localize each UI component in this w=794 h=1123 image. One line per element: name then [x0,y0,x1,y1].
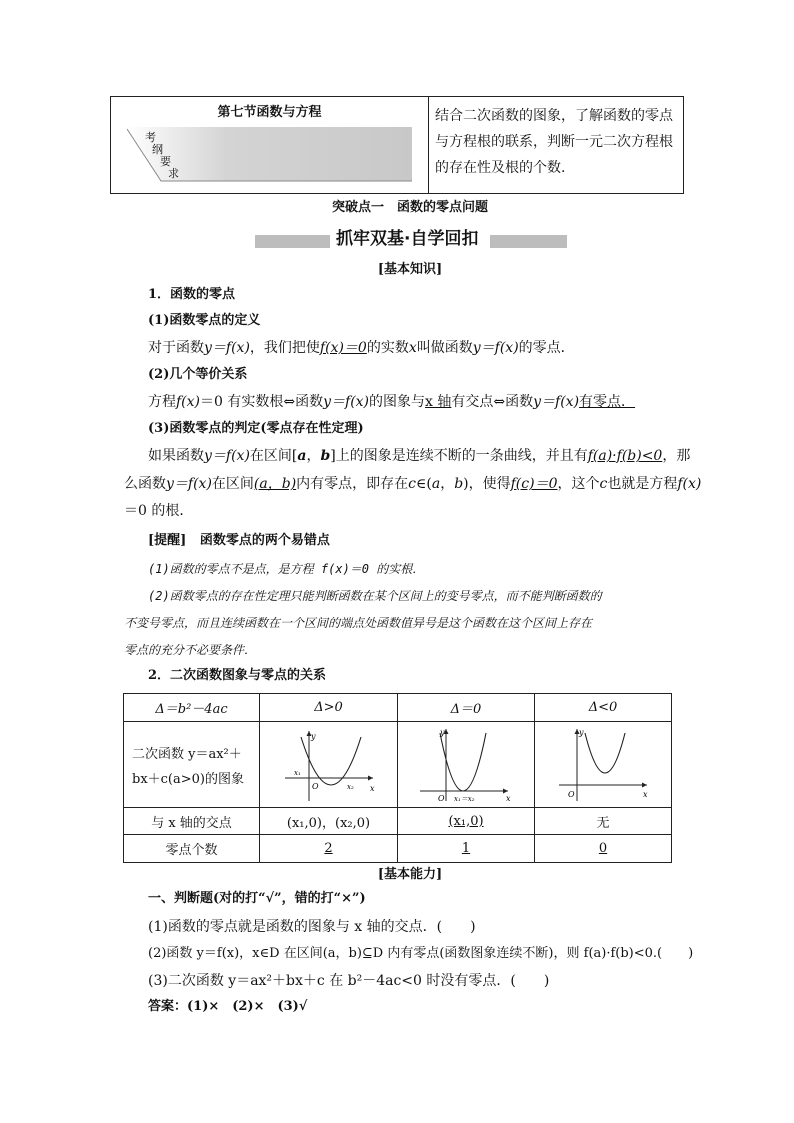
exercise-intro: 一、判断题(对的打“√”，错的打“×”) [148,891,366,906]
outline-char-1: 考 [145,131,156,144]
tip-p2-line3: 零点的充分不必要条件． [124,643,257,657]
origin-label: O [438,793,445,803]
header-box [110,96,684,194]
s1-title: 1．函数的零点 [148,287,236,302]
axis-label-x: x [506,793,511,803]
basic-ability-label: [基本能力] [377,867,443,882]
double-root-label: x₁＝x₂ [454,794,475,803]
graph-cell-zero [398,722,535,808]
section-title: 第七节函数与方程 [217,105,322,120]
exercise-q2: (2)函数 y＝f(x)，x∈D 在区间(a，b)⊆D 内有零点(函数图象连续不断)，则 f(a)·f(b)<0.( ) [148,946,694,961]
graph-cell-negative [535,722,672,808]
requirement-text: 结合二次函数的图象，了解函数的零点与方程根的联系，判断一元二次方程根的存在性及根的个数. [435,108,673,176]
axis-label-y: y [310,731,316,741]
table-row-label: 零点个数 [124,835,260,863]
axis-label-y: y [440,727,445,737]
table-header-cell: Δ<0 [535,694,672,722]
exercise-q1: (1)函数的零点就是函数的图象与 x 轴的交点．( ) [148,919,476,935]
s1-theorem-line1: 如果函数y＝f(x)在区间[a，b]上的图象是连续不断的一条曲线，并且有f(a)·f(b)<0，那 [148,448,691,464]
table-row [124,808,672,835]
graph-cell-positive [260,722,398,808]
root-label-x1: x₁ [293,768,301,777]
axis-label-x: x [369,783,375,793]
table-row-label: 与 x 轴的交点 [124,808,260,835]
s1-sub3: (3)函数零点的判定(零点存在性定理) [148,421,364,436]
origin-label: O [568,789,575,799]
parabola-no-root-graph [553,725,653,805]
s1-theorem-line3: ＝0 的根． [124,503,194,519]
table-cell: (x₁,0) [398,808,535,835]
s1-definition: 对于函数y＝f(x)，我们把使f(x)＝0的实数x叫做函数y＝f(x)的零点． [148,340,575,356]
s1-theorem-line2: 么函数y＝f(x)在区间(a，b)内有零点，即存在c∈(a，b)，使得f(c)＝0，这个c也就是方程f(x) [124,476,702,492]
table-cell: 无 [535,808,672,835]
s1-sub1: (1)函数零点的定义 [148,313,261,328]
table-row-label: 二次函数 y＝ax²＋ bx＋c(a>0)的图象 [124,722,260,808]
table-header-cell: Δ＝b²－4ac [124,694,260,722]
tip-p1: (1)函数的零点不是点，是方程 f(x)＝0 的实根． [148,562,425,576]
axis-label-y: y [579,727,584,737]
quadratic-zero-table [123,693,672,863]
topic-heading: 突破点一 函数的零点问题 [331,200,488,215]
table-header-cell: Δ>0 [260,694,398,722]
table-cell: 1 [398,835,535,863]
outline-char-3: 要 [160,155,171,168]
exercise-q3: (3)二次函数 y＝ax²＋bx＋c 在 b²－4ac<0 时没有零点．( ) [148,973,550,989]
root-label-x2: x₂ [346,782,354,791]
table-cell: (x₁,0)，(x₂,0) [260,808,398,835]
table-row [124,694,672,722]
axis-label-x: x [643,789,648,799]
s1-sub2: (2)几个等价关系 [148,367,248,382]
exercise-answer: 答案：(1)× (2)× (3)√ [148,999,308,1014]
outline-char-4: 求 [168,167,179,180]
parabola-two-roots-graph [279,725,379,805]
banner-title: 抓牢双基·自学回扣 [336,229,479,249]
outline-char-2: 纲 [152,143,163,156]
table-cell: 2 [260,835,398,863]
banner-bar-right [490,235,567,248]
banner-bar-left [255,235,330,248]
table-header-cell: Δ＝0 [398,694,535,722]
basic-knowledge-label: [基本知识] [377,262,443,277]
s1-equivalence: 方程f(x)＝0 有实数根⇔函数y＝f(x)的图象与x 轴有交点⇔函数y＝f(x)有零点． [148,394,636,410]
table-row [124,722,672,808]
table-cell: 0 [535,835,672,863]
tip-title: [提醒] 函数零点的两个易错点 [148,533,330,548]
origin-label: O [311,781,319,791]
table-row [124,835,672,863]
parabola-one-root-graph [416,725,516,805]
tip-p2-line2: 不变号零点，而且连续函数在一个区间的端点处函数值异号是这个函数在这个区间上存在 [124,616,593,630]
header-left-cell [111,97,429,193]
s2-title: 2．二次函数图象与零点的关系 [148,668,327,683]
tip-p2-line1: (2)函数零点的存在性定理只能判断函数在某个区间上的变号零点，而不能判断函数的 [148,589,602,603]
